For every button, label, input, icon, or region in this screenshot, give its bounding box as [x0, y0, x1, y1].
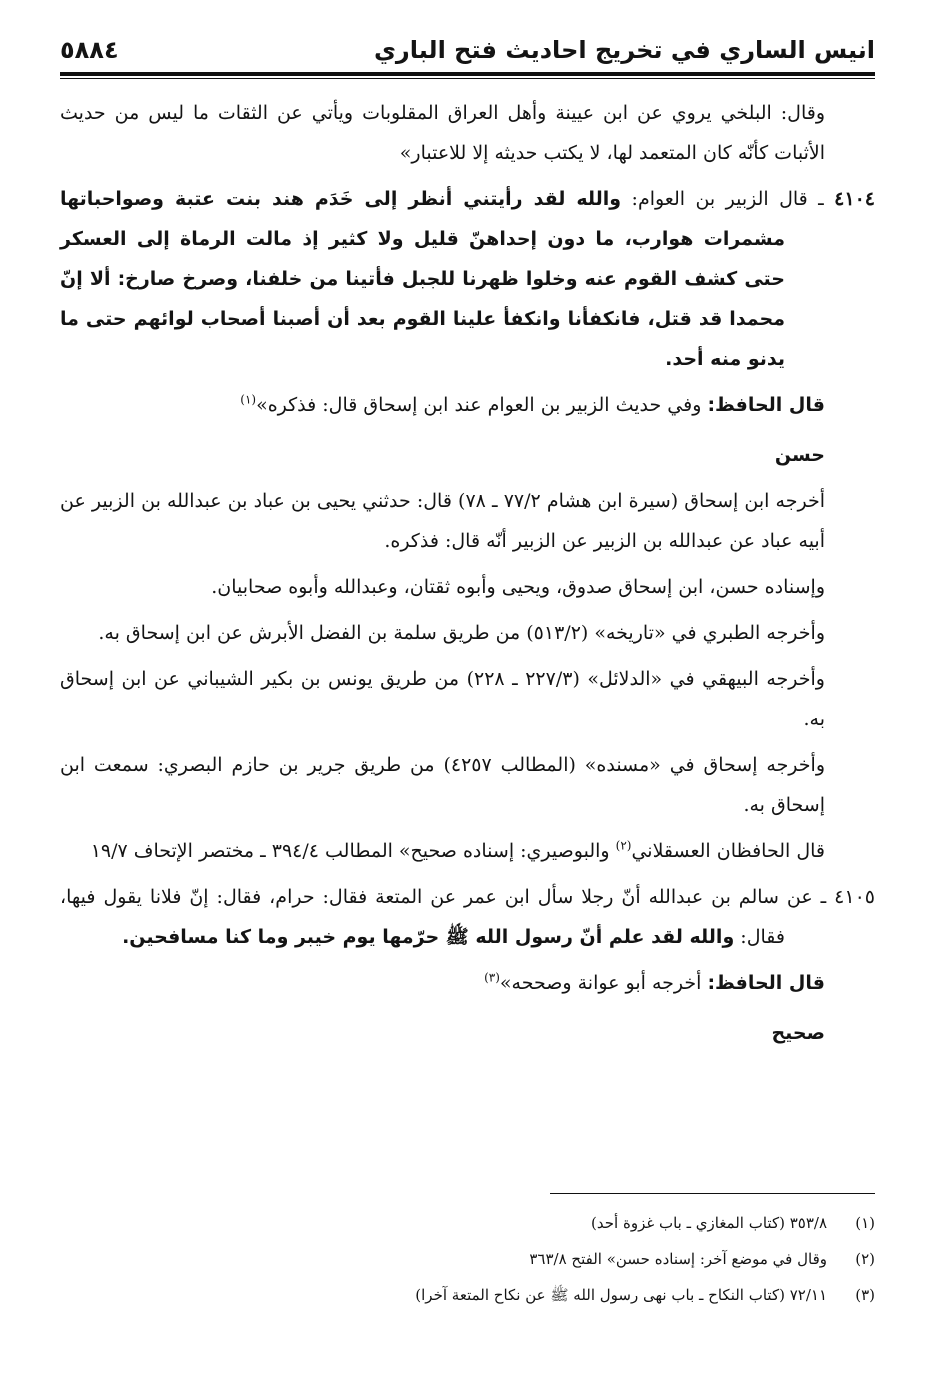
footnotes [60, 1205, 875, 1313]
header-rule-thin [60, 78, 875, 79]
hadith-4104 [60, 179, 875, 379]
hafiz-text: وفي حديث الزبير بن العوام عند ابن إسحاق قال: فذكره» [256, 394, 708, 416]
hadith-number: ٤١٠٥ [834, 886, 875, 908]
grade-sahih: صحيح [771, 1022, 825, 1044]
page-header [60, 30, 875, 70]
document-page [60, 30, 875, 1360]
footnote-ref[interactable]: (٢) [615, 838, 632, 853]
running-title: انيس الساري في تخريج احاديث فتح الباري [373, 36, 875, 64]
footnote-divider [550, 1193, 875, 1194]
footnote-text: ٧٢/١١ (كتاب النكاح ـ باب نهى رسول الله ﷺ عن نكاح المتعة آخرا) [415, 1286, 827, 1304]
hafizan-paragraph [60, 831, 875, 871]
page-number: ٥٨٨٤ [60, 36, 119, 64]
footnote-number: (٣) [855, 1286, 875, 1304]
footnote-number: (١) [855, 1214, 875, 1232]
footnote-ref[interactable]: (١) [240, 392, 257, 407]
hafizan-text: قال الحافظان العسقلاني [631, 840, 825, 862]
hadith-text: والله لقد رأيتني أنظر إلى خَدَم هند بنت عتبة وصواحباتها مشمرات هوارب، ما دون إحداهنّ قليل ولا كثير إذ مالت الرماة إلى العسكر حتى كشف القوم عنه وخلوا ظهرنا للجبل فأتينا من خلفنا، وصرخ صارخ: ألا إنّ محمدا قد قتل، فانكفأنا وانكفأ علينا القوم بعد أن أصبنا أصحاب لوائهم حتى ما يدنو منه أحد. [60, 188, 785, 370]
hafiz-text: أخرجه أبو عوانة وصححه» [499, 972, 708, 994]
takhrij-paragraph: أخرجه ابن إسحاق (سيرة ابن هشام ٧٧/٢ ـ ٧٨) قال: حدثني يحيى بن عباد بن عبدالله بن الزبير عن أبيه عباد عن عبدالله بن الزبير عن الزبير أنّه قال: فذكره. [60, 490, 825, 552]
header-rule [60, 72, 875, 76]
footnote-text: ٣٥٣/٨ (كتاب المغازي ـ باب غزوة أحد) [591, 1214, 827, 1232]
hadith-lead: ـ قال الزبير بن العوام: [621, 188, 835, 210]
footnote-item [60, 1205, 875, 1241]
hafizan-text-rest: والبوصيري: إسناده صحيح» المطالب ٣٩٤/٤ ـ مختصر الإتحاف ١٩/٧ [90, 840, 616, 862]
isnad-paragraph: وإسناده حسن، ابن إسحاق صدوق، ويحيى وأبوه ثقتان، وعبدالله وأبوه صحابيان. [211, 576, 825, 598]
hadith-lead: ـ عن سالم بن عبدالله أنّ رجلا سأل ابن عمر عن المتعة فقال: حرام، فقال: إنّ فلانا يقول فيها، فقال: [60, 886, 835, 948]
hadith-4105 [60, 877, 875, 957]
hafiz-comment-1 [60, 385, 875, 425]
hadith-number: ٤١٠٤ [834, 188, 875, 210]
grade-hasan: حسن [774, 444, 825, 466]
main-text [60, 93, 875, 1053]
intro-paragraph: وقال: البلخي يروي عن ابن عيينة وأهل العراق المقلوبات ويأتي عن الثقات ما ليس من حديث الأثبات كأنّه كان المتعمد لها، لا يكتب حديثه إلا للاعتبار» [60, 102, 825, 164]
hafiz-comment-2 [60, 963, 875, 1003]
footnote-number: (٢) [855, 1250, 875, 1268]
takhrij-paragraph: وأخرجه البيهقي في «الدلائل» (٢٢٧/٣ ـ ٢٢٨) من طريق يونس بن بكير الشيباني عن ابن إسحاق به. [60, 668, 825, 730]
hafiz-label: قال الحافظ: [707, 394, 825, 416]
hafiz-label: قال الحافظ: [707, 972, 825, 994]
takhrij-paragraph: وأخرجه الطبري في «تاريخه» (٥١٣/٢) من طريق سلمة بن الفضل الأبرش عن ابن إسحاق به. [98, 622, 825, 644]
footnote-item [60, 1277, 875, 1313]
footnote-item [60, 1241, 875, 1277]
footnote-ref[interactable]: (٣) [484, 970, 500, 985]
footnote-text: وقال في موضع آخر: إسناده حسن» الفتح ٣٦٣/٨ [529, 1250, 827, 1268]
hadith-text: والله لقد علم أنّ رسول الله ﷺ حرّمها يوم خيبر وما كنا مسافحين. [122, 926, 735, 948]
takhrij-paragraph: وأخرجه إسحاق في «مسنده» (المطالب ٤٢٥٧) من طريق جرير بن حازم البصري: سمعت ابن إسحاق به. [60, 754, 825, 816]
